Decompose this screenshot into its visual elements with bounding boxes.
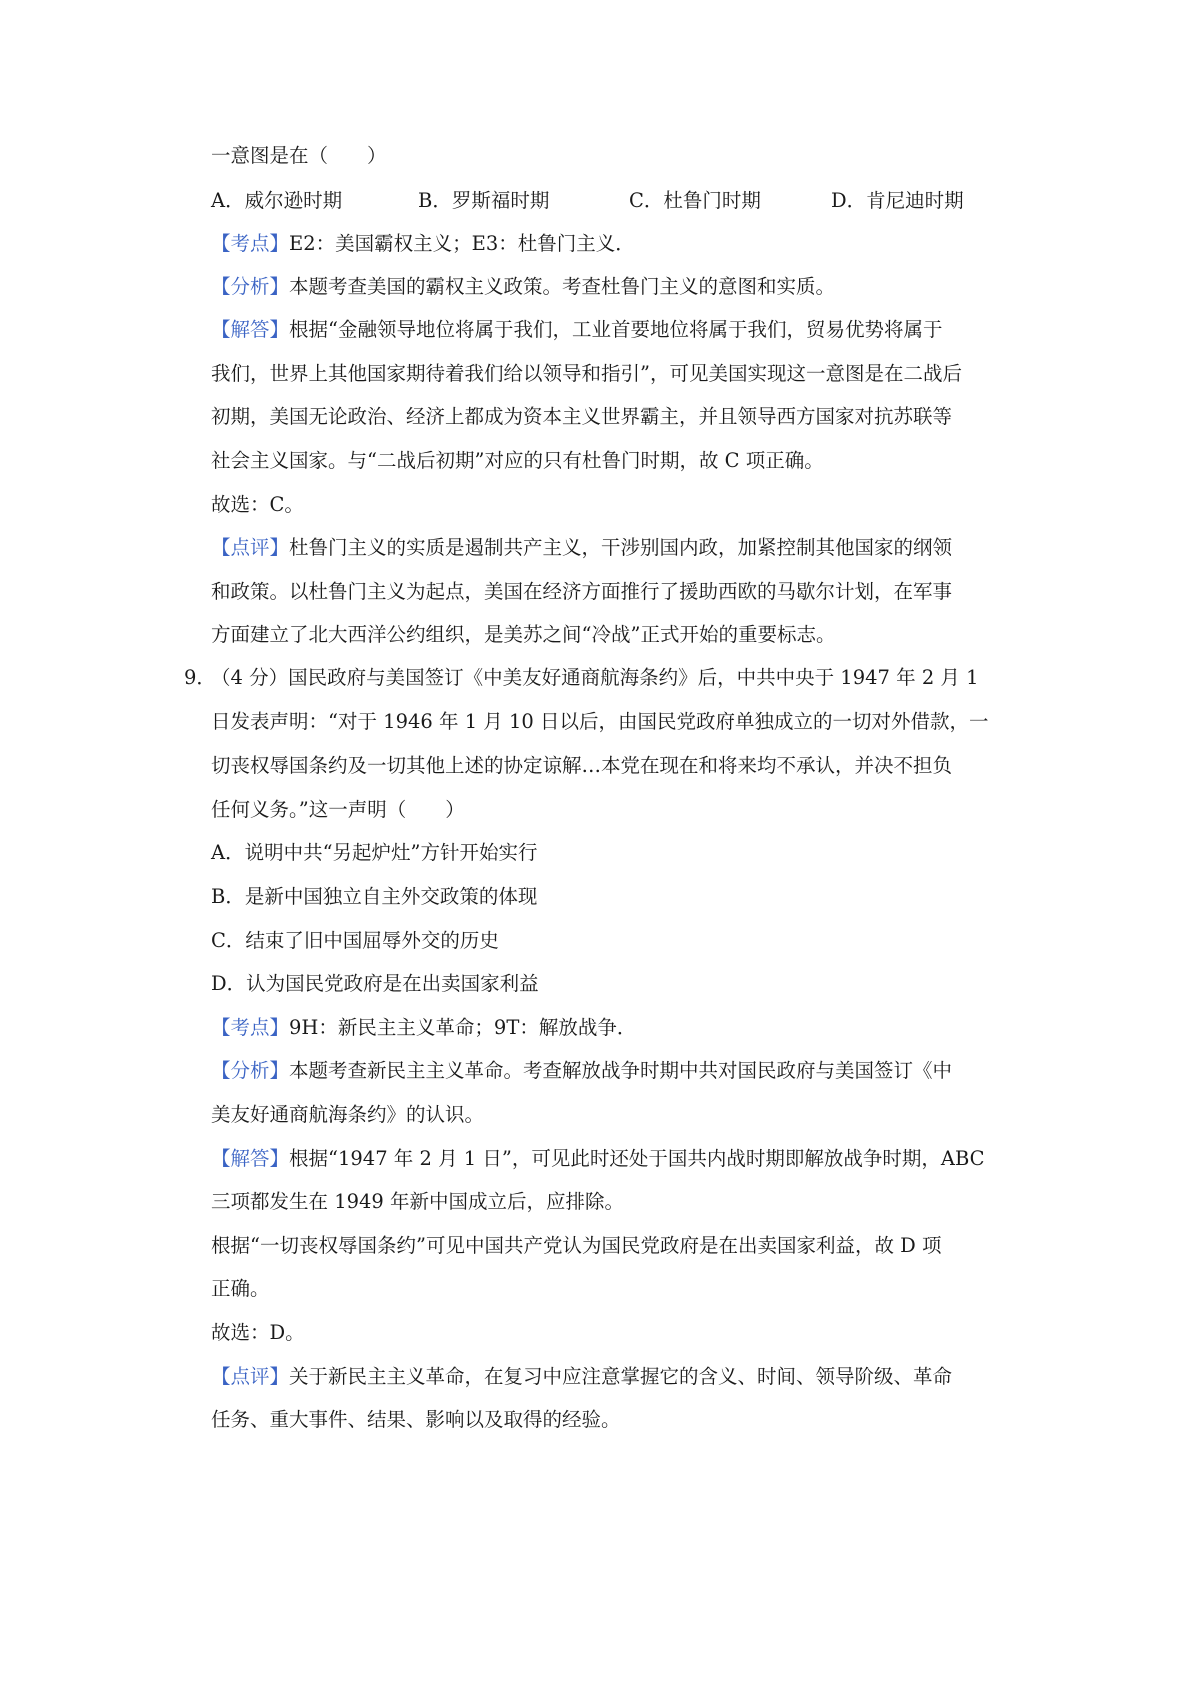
- jieda-tag: 【解答】: [211, 1147, 290, 1170]
- q9-answer: 故选：D。: [211, 1321, 305, 1344]
- kaodian-tag: 【考点】: [211, 232, 290, 255]
- q9-kaodian-text: 9H：新民主主义革命；9T：解放战争．: [289, 1016, 637, 1039]
- fenxi-tag: 【分析】: [211, 1059, 290, 1082]
- q8-dianping-line: 和政策。以杜鲁门主义为起点，美国在经济方面推行了援助西欧的马歇尔计划，在军事: [211, 580, 953, 603]
- q8-stem-tail: 一意图是在（ ）: [211, 144, 387, 167]
- q9-fenxi-line: 本题考查新民主主义革命。考查解放战争时期中共对国民政府与美国签订《中: [289, 1059, 953, 1082]
- q8-jieda-line: 初期，美国无论政治、经济上都成为资本主义世界霸主，并且领导西方国家对抗苏联等: [211, 405, 953, 428]
- q9-kaodian: [211, 1013, 1011, 1043]
- fenxi-tag: 【分析】: [211, 275, 290, 298]
- q8-dianping-line: 杜鲁门主义的实质是遏制共产主义，干涉别国内政，加紧控制其他国家的纲领: [289, 536, 953, 559]
- q9-fenxi-line: 美友好通商航海条约》的认识。: [211, 1103, 485, 1126]
- q9-dianping-line: 关于新民主主义革命，在复习中应注意掌握它的含义、时间、领导阶级、革命: [289, 1365, 953, 1388]
- q8-option-b: B．罗斯福时期: [418, 189, 550, 212]
- q9-jieda-line: 根据“一切丧权辱国条约”可见中国共产党认为国民党政府是在出卖国家利益，故 D 项: [211, 1234, 942, 1257]
- q9-jieda-line: 正确。: [211, 1277, 270, 1300]
- q9-option-a: A．说明中共“另起炉灶”方针开始实行: [211, 841, 538, 864]
- jieda-tag: 【解答】: [211, 318, 290, 341]
- q8-option-a: A．威尔逊时期: [211, 189, 343, 212]
- dianping-tag: 【点评】: [211, 536, 290, 559]
- q8-option-d: D．肯尼迪时期: [831, 189, 964, 212]
- q9-number: 9．: [184, 666, 216, 689]
- q8-fenxi: [211, 272, 1011, 302]
- q8-jieda: [211, 315, 1011, 345]
- q9-jieda-line: 三项都发生在 1949 年新中国成立后，应排除。: [211, 1190, 625, 1213]
- q9-option-d: D．认为国民党政府是在出卖国家利益: [211, 972, 539, 995]
- q8-kaodian: [211, 229, 1011, 259]
- q8-kaodian-text: E2：美国霸权主义；E3：杜鲁门主义．: [289, 232, 635, 255]
- q9-option-b: B．是新中国独立自主外交政策的体现: [211, 885, 538, 908]
- q9-dianping: [211, 1362, 1011, 1392]
- q9-jieda: [211, 1144, 1011, 1174]
- q8-fenxi-text: 本题考查美国的霸权主义政策。考查杜鲁门主义的意图和实质。: [289, 275, 836, 298]
- q8-answer: 故选：C。: [211, 493, 304, 516]
- q9-stem-line: 任何义务。”这一声明（ ）: [211, 798, 465, 821]
- kaodian-tag: 【考点】: [211, 1016, 290, 1039]
- q9-stem-line: 日发表声明：“对于 1946 年 1 月 10 日以后，由国民党政府单独成立的一切对外借款，一: [211, 710, 989, 733]
- dianping-tag: 【点评】: [211, 1365, 290, 1388]
- q9-fenxi: [211, 1056, 1011, 1086]
- q8-jieda-line: 社会主义国家。与“二战后初期”对应的只有杜鲁门时期，故 C 项正确。: [211, 449, 824, 472]
- q9-dianping-line: 任务、重大事件、结果、影响以及取得的经验。: [211, 1408, 621, 1431]
- q9-stem-line: （4 分）国民政府与美国签订《中美友好通商航海条约》后，中共中央于 1947 年 2 月 1: [211, 666, 979, 689]
- q9-option-c: C．结束了旧中国屈辱外交的历史: [211, 929, 499, 952]
- q8-jieda-line: 根据“金融领导地位将属于我们，工业首要地位将属于我们，贸易优势将属于: [289, 318, 943, 341]
- q8-dianping-line: 方面建立了北大西洋公约组织，是美苏之间“冷战”正式开始的重要标志。: [211, 623, 836, 646]
- q8-jieda-line: 我们，世界上其他国家期待着我们给以领导和指引”，可见美国实现这一意图是在二战后: [211, 362, 962, 385]
- q9-jieda-line: 根据“1947 年 2 月 1 日”，可见此时还处于国共内战时期即解放战争时期，ABC: [289, 1147, 985, 1170]
- q9-stem-line: 切丧权辱国条约及一切其他上述的协定谅解…本党在现在和将来均不承认，并决不担负: [211, 754, 953, 777]
- q8-dianping: [211, 533, 1011, 563]
- q8-option-c: C．杜鲁门时期: [629, 189, 761, 212]
